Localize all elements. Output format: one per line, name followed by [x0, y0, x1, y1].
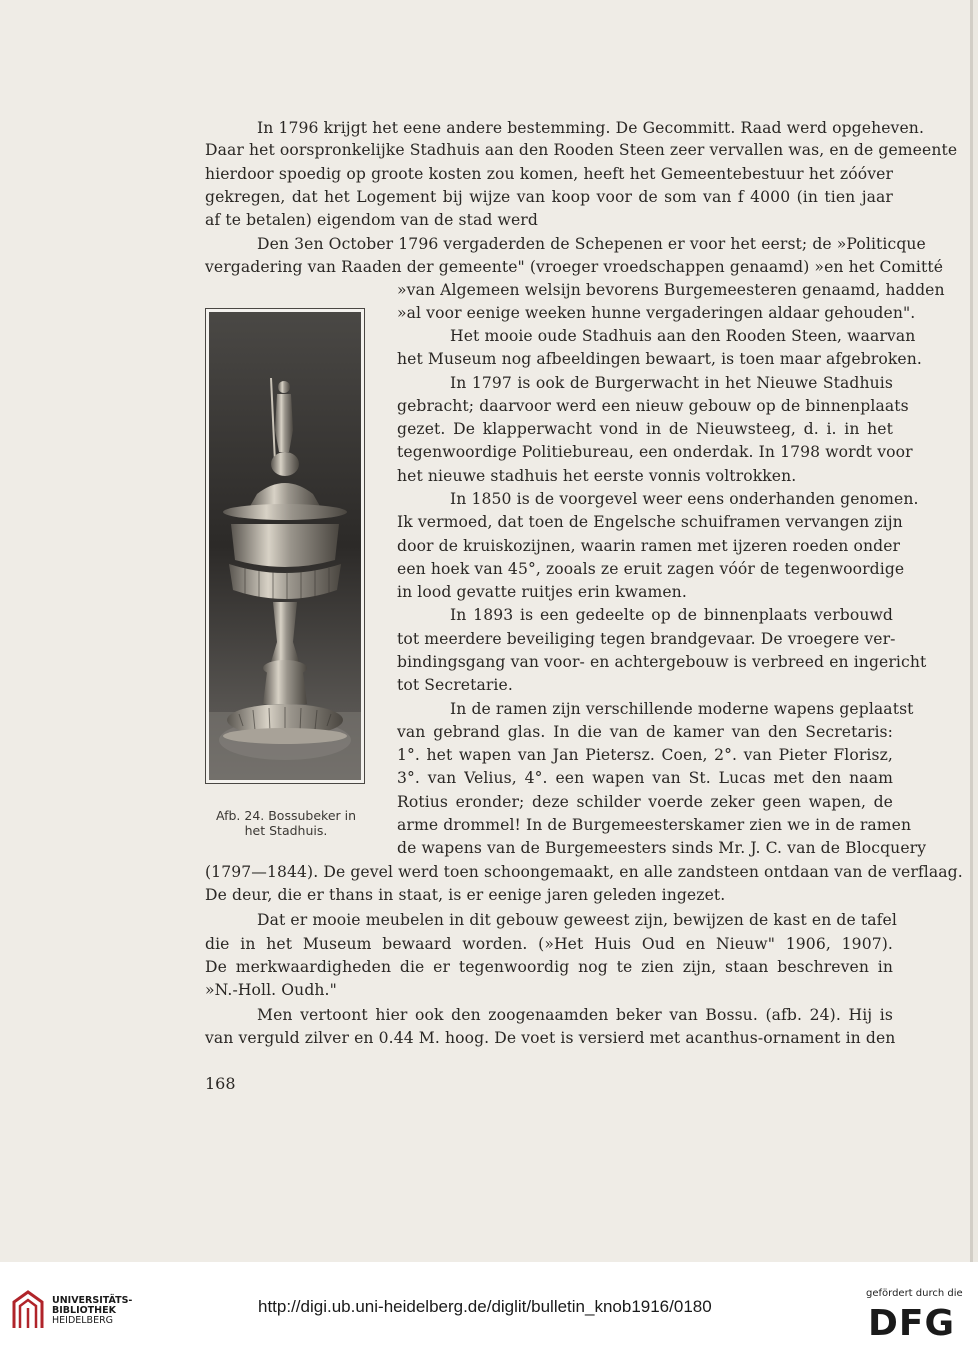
text-line: tot meerdere beveiliging tegen brandgevaar. De vroegere ver- — [397, 630, 896, 648]
text-line: Ik vermoed, dat toen de Engelsche schuiframen vervangen zijn — [397, 513, 903, 531]
text-line: Den 3en October 1796 vergaderden de Schepenen er voor het eerst; de »Politicque — [257, 235, 926, 253]
text-line: vergadering van Raaden der gemeente" (vroeger vroedschappen genaamd) »en het Comitté — [205, 258, 944, 276]
text-line: gebracht; daarvoor werd een nieuw gebouw op de binnenplaats — [397, 397, 909, 415]
text-line: Men vertoont hier ook den zoogenaamden beker van Bossu. (afb. 24). Hij is — [257, 1006, 893, 1024]
text-line: tegenwoordige Politiebureau, een onderdak. In 1798 wordt voor — [397, 443, 913, 461]
library-name-line: UNIVERSITÄTS- — [52, 1295, 133, 1306]
text-line: gekregen, dat het Logement bij wijze van koop voor de som van f 4000 (in tien jaar — [205, 188, 893, 206]
text-line: In 1893 is een gedeelte op de binnenplaats verbouwd — [450, 606, 893, 624]
dfg-logo: DFG — [868, 1303, 956, 1344]
text-line: die in het Museum bewaard worden. (»Het Huis Oud en Nieuw" 1906, 1907). — [205, 935, 893, 953]
bossu-goblet-illustration — [209, 312, 361, 780]
text-line: de wapens van de Burgemeesters sinds Mr. J. C. van de Blocquery — [397, 839, 927, 857]
text-line: In 1797 is ook de Burgerwacht in het Nieuwe Stadhuis — [450, 374, 893, 392]
funding-note: gefördert durch die — [866, 1288, 963, 1299]
text-line: het Museum nog afbeeldingen bewaart, is toen maar afgebroken. — [397, 350, 922, 368]
text-line: bindingsgang van voor- en achtergebouw is verbreed en ingericht — [397, 653, 927, 671]
text-line: gezet. De klapperwacht vond in de Nieuwsteeg, d. i. in het — [397, 420, 893, 438]
text-line: Daar het oorspronkelijke Stadhuis aan den Rooden Steen zeer vervallen was, en de gemeente — [205, 141, 958, 159]
text-line: (1797—1844). De gevel werd toen schoongemaakt, en alle zandsteen ontdaan van de verflaag. — [205, 863, 963, 881]
text-line: het nieuwe stadhuis het eerste vonnis voltrokken. — [397, 467, 797, 485]
text-line: In 1850 is de voorgevel weer eens onderhanden genomen. — [450, 490, 919, 508]
text-line: Dat er mooie meubelen in dit gebouw geweest zijn, bewijzen de kast en de tafel — [257, 911, 897, 929]
library-name-line: BIBLIOTHEK — [52, 1305, 116, 1316]
text-line: »al voor eenige weeken hunne vergaderingen aldaar gehouden". — [397, 304, 916, 322]
library-name — [52, 1296, 132, 1326]
text-line: tot Secretarie. — [397, 676, 513, 694]
text-line: De merkwaardigheden die er tegenwoordig nog te zien zijn, staan beschreven in — [205, 958, 893, 976]
text-line: Het mooie oude Stadhuis aan den Rooden Steen, waarvan — [450, 327, 916, 345]
text-line: In 1796 krijgt het eene andere bestemming. De Gecommitt. Raad werd opgeheven. — [257, 119, 924, 137]
text-line: Rotius eronder; deze schilder voerde zeker geen wapen, de — [397, 793, 893, 811]
page-number: 168 — [205, 1074, 236, 1093]
figure-caption-line: Afb. 24. Bossubeker in — [215, 808, 357, 823]
text-line: af te betalen) eigendom van de stad werd — [205, 211, 538, 229]
permalink-url[interactable]: http://digi.ub.uni-heidelberg.de/diglit/bulletin_knob1916/0180 — [258, 1297, 712, 1316]
text-line: een hoek van 45°, zooals ze eruit zagen vóór de tegenwoordige — [397, 560, 905, 578]
text-line: 1°. het wapen van Jan Pietersz. Coen, 2°. van Pieter Florisz, — [397, 746, 893, 764]
text-line: In de ramen zijn verschillende moderne wapens geplaatst — [450, 700, 914, 718]
university-library-logo-icon — [10, 1288, 46, 1334]
text-line: »N.-Holl. Oudh." — [205, 981, 337, 999]
text-line: hierdoor spoedig op groote kosten zou komen, heeft het Gemeentebestuur het zóóver — [205, 165, 893, 183]
text-line: »van Algemeen welsijn bevorens Burgemeesteren genaamd, hadden — [397, 281, 945, 299]
text-line: in lood gevatte ruitjes erin kwamen. — [397, 583, 687, 601]
goblet-photograph — [205, 308, 365, 784]
figure-caption-line: het Stadhuis. — [244, 823, 328, 838]
text-line: door de kruiskozijnen, waarin ramen met ijzeren roeden onder — [397, 537, 901, 555]
text-line: 3°. van Velius, 4°. een wapen van St. Lucas met den naam — [397, 769, 893, 787]
text-line: van verguld zilver en 0.44 M. hoog. De voet is versierd met acanthus-ornament in den — [205, 1029, 896, 1047]
text-line: De deur, die er thans in staat, is er eenige jaren geleden ingezet. — [205, 886, 726, 904]
text-line: van gebrand glas. In die van de kamer van den Secretaris: — [397, 723, 893, 741]
text-line: arme drommel! In de Burgemeesterskamer zien we in de ramen — [397, 816, 912, 834]
library-name-line: HEIDELBERG — [52, 1315, 114, 1326]
